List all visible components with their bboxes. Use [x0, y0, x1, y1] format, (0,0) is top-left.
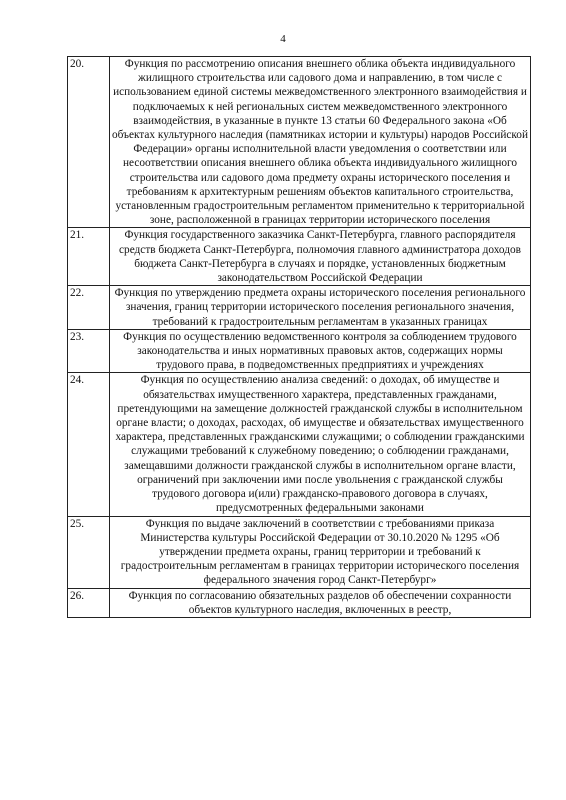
function-description: Функция по рассмотрению описания внешнего облика объекта индивидуального жилищного строительства или садового дома и направлению, в том числе с использованием единой системы межведомственного электронного взаимодействия и подключаемых к ней региональных систем межведомственного электронного взаимодействия, в указанные в пункте 13 статьи 60 Федерального закона «Об объектах культурного наследия (памятниках истории и культуры) народов Российской Федерации» органы исполнительной власти уведомления о соответствии или несоответствии описания внешнего облика объекта индивидуального жилищного строительства или садового дома предмету охраны исторического поселения и требованиям к архитектурным решениям объектов капитального строительства, установленным градостроительным регламентом применительно к территориальной зоне, расположенной в границах территории исторического поселения [110, 57, 531, 228]
function-description: Функция по утверждению предмета охраны исторического поселения регионального значения, границ территории исторического поселения регионального значения, требований к градостроительным регламентам в указанных границах [110, 286, 531, 330]
function-description: Функция государственного заказчика Санкт-Петербурга, главного распорядителя средств бюджета Санкт-Петербурга, полномочия главного администратора доходов бюджета Санкт-Петербурга в случаях и порядке, установленных бюджетным законодательством Российской Федерации [110, 228, 531, 286]
function-description: Функция по выдаче заключений в соответствии с требованиями приказа Министерства культуры Российской Федерации от 30.10.2020 № 1295 «Об утверждении предмета охраны, границ территории и требований к градостроительным регламентам в границах территории исторического поселения федерального значения город Санкт-Петербург» [110, 516, 531, 588]
function-description: Функция по согласованию обязательных разделов об обеспечении сохранности объектов культурного наследия, включенных в реестр, [110, 588, 531, 617]
table-row [68, 329, 531, 373]
function-description: Функция по осуществлению анализа сведений: о доходах, об имуществе и обязательствах имущественного характера, представленных гражданами, претендующими на замещение должностей гражданской службы в исполнительном органе власти; о доходах, расходах, об имуществе и обязательствах имущественного характера, представленных гражданскими служащими; о соблюдении гражданскими служащими требований к служебному поведению; о соблюдении гражданами, замещавшими должности гражданской службы в исполнительном органе власти, ограничений при заключении ими после увольнения с гражданской службы трудового договора и(или) гражданско-правового договора в случаях, предусмотренных федеральными законами [110, 373, 531, 516]
row-number: 24. [68, 373, 110, 516]
table-row [68, 57, 531, 228]
page-number: 4 [280, 33, 286, 45]
row-number: 25. [68, 516, 110, 588]
row-number: 20. [68, 57, 110, 228]
row-number: 23. [68, 329, 110, 373]
table-row [68, 286, 531, 330]
table-row [68, 516, 531, 588]
functions-table [67, 56, 531, 618]
function-description: Функция по осуществлению ведомственного контроля за соблюдением трудового законодательства и иных нормативных правовых актов, содержащих нормы трудового права, в подведомственных предприятиях и учреждениях [110, 329, 531, 373]
row-number: 26. [68, 588, 110, 617]
table-row [68, 373, 531, 516]
table-row [68, 228, 531, 286]
row-number: 21. [68, 228, 110, 286]
row-number: 22. [68, 286, 110, 330]
table-row [68, 588, 531, 617]
